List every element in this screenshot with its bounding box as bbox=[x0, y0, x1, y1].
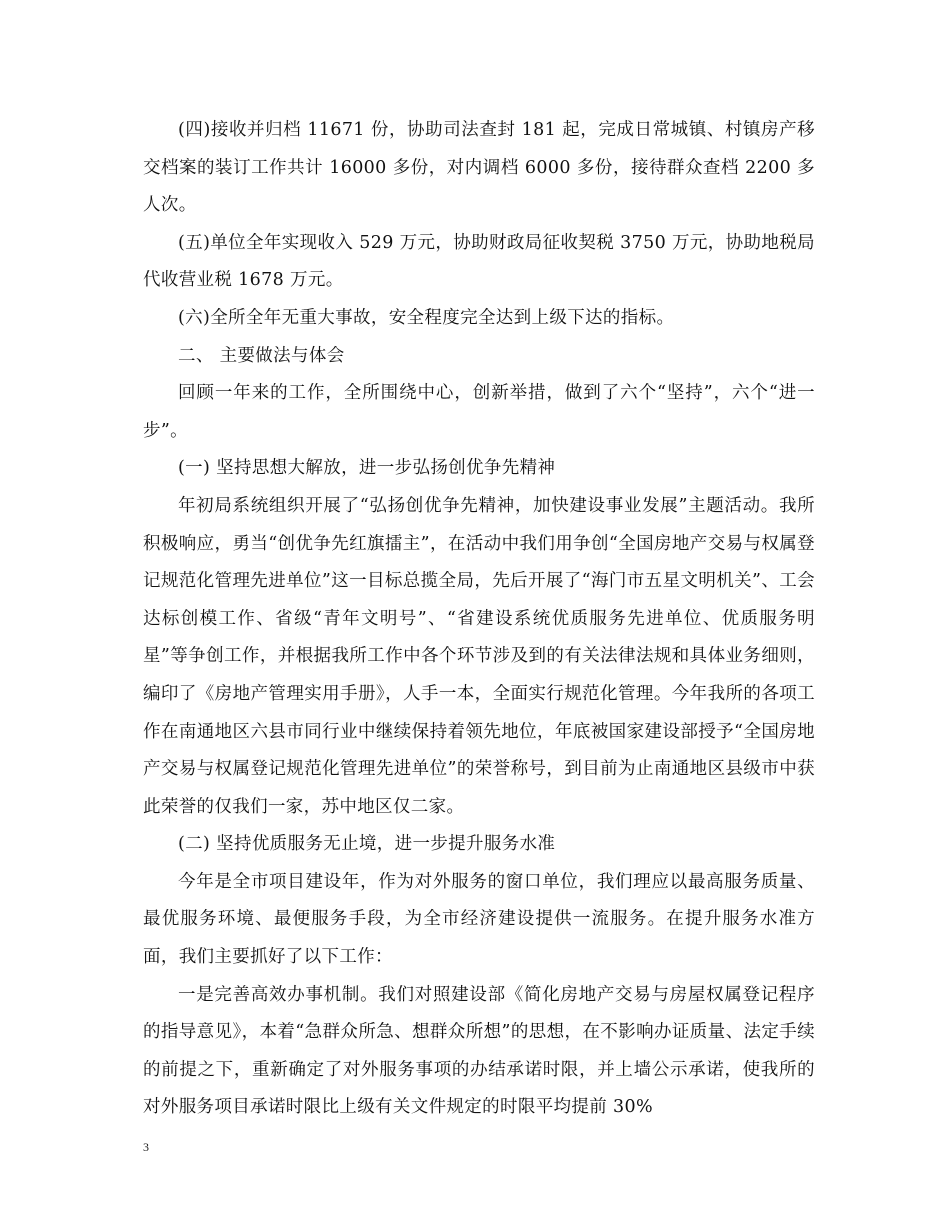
subheading-emancipation: (一) 坚持思想大解放，进一步弘扬创优争先精神 bbox=[178, 458, 556, 479]
section-heading-practices: 二、 主要做法与体会 bbox=[178, 345, 345, 366]
document-body bbox=[143, 112, 815, 1127]
subheading-service: (二) 坚持优质服务无止境，进一步提升服务水准 bbox=[178, 834, 556, 855]
paragraph-review: 回顾一年来的工作，全所围绕中心，创新举措，做到了六个“坚持”，六个“进一步”。 bbox=[143, 383, 815, 441]
paragraph-mechanism: 一是完善高效办事机制。我们对照建设部《简化房地产交易与房屋权属登记程序的指导意见》，本着“急群众所急、想群众所想”的思想，在不影响办证质量、法定手续的前提之下，重新确定了对外服务事项的办结承诺时限，并上墙公示承诺，使我所的对外服务项目承诺时限比上级有关文件规定的时限平均提前 30% bbox=[143, 984, 815, 1118]
paragraph-archive-stats: (四)接收并归档 11671 份，协助司法查封 181 起，完成日常城镇、村镇房产移交档案的装订工作共计 16000 多份，对内调档 6000 多份，接待群众查档 2200 多人次。 bbox=[143, 120, 815, 216]
paragraph-safety: (六)全所全年无重大事故，安全程度完全达到上级下达的指标。 bbox=[178, 307, 675, 328]
page-number: 3 bbox=[143, 1140, 149, 1154]
paragraph-activities: 年初局系统组织开展了“弘扬创优争先精神，加快建设事业发展”主题活动。我所积极响应，勇当“创优争先红旗擂主”，在活动中我们用争创“全国房地产交易与权属登记规范化管理先进单位”这一目标总揽全局，先后开展了“海门市五星文明机关”、工会达标创模工作、省级“青年文明号”、“省建设系统优质服务先进单位、优质服务明星”等争创工作，并根据我所工作中各个环节涉及到的有关法律法规和具体业务细则，编印了《房地产管理实用手册》，人手一本，全面实行规范化管理。今年我所的各项工作在南通地区六县市同行业中继续保持着领先地位，年底被国家建设部授予“全国房地产交易与权属登记规范化管理先进单位”的荣誉称号，到目前为止南通地区县级市中获此荣誉的仅我们一家，苏中地区仅二家。 bbox=[143, 495, 815, 817]
paragraph-revenue: (五)单位全年实现收入 529 万元，协助财政局征收契税 3750 万元，协助地税局代收营业税 1678 万元。 bbox=[143, 232, 815, 291]
paragraph-project-year: 今年是全市项目建设年，作为对外服务的窗口单位，我们理应以最高服务质量、最优服务环境、最便服务手段，为全市经济建设提供一流服务。在提升服务水准方面，我们主要抓好了以下工作： bbox=[143, 871, 815, 968]
